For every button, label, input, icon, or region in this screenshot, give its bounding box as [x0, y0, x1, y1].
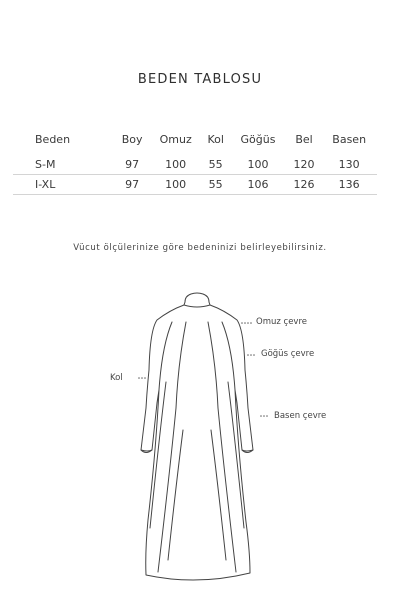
table-cell: 97: [115, 151, 149, 175]
table-cell: 130: [321, 151, 377, 175]
table-cell: 106: [229, 175, 287, 195]
dress-collar-base: [184, 305, 210, 307]
page-title: BEDEN TABLOSU: [137, 72, 263, 87]
table-cell: 100: [149, 151, 202, 175]
right-sleeve-seam: [222, 322, 235, 390]
dress-outline: [141, 302, 253, 580]
table-header-row: [13, 127, 377, 151]
header-basen: Basen: [332, 132, 367, 146]
header-kol: Kol: [207, 132, 224, 146]
table-cell: 55: [202, 175, 229, 195]
basen-cevre-label: Basen çevre: [274, 411, 327, 421]
table-cell: 136: [321, 175, 377, 195]
dress-illustration: [0, 290, 400, 600]
table-cell: S-M: [13, 151, 115, 175]
size-table: [13, 127, 377, 195]
table-cell: 120: [287, 151, 322, 175]
table-row: [13, 151, 377, 175]
header-omuz: Omuz: [159, 132, 192, 146]
center-right-godet: [211, 430, 226, 560]
header-gogus: Göğüs: [240, 132, 276, 146]
table-cell: 55: [202, 151, 229, 175]
gogus-cevre-label: Göğüs çevre: [261, 349, 315, 359]
table-row: [13, 175, 377, 195]
left-sleeve-seam: [159, 322, 172, 390]
table-cell: I-XL: [13, 175, 115, 195]
table-cell: 100: [149, 175, 202, 195]
header-boy: Boy: [121, 132, 143, 146]
header-bel: Bel: [295, 132, 313, 146]
table-cell: 97: [115, 175, 149, 195]
header-beden: Beden: [35, 132, 71, 146]
kol-label: Kol: [110, 373, 123, 383]
table-cell: 126: [287, 175, 322, 195]
dress-collar: [185, 293, 209, 302]
omuz-cevre-label: Omuz çevre: [256, 317, 307, 327]
table-cell: 100: [229, 151, 287, 175]
center-left-godet: [168, 430, 183, 560]
size-guide-note: Vücut ölçülerinize göre bedeninizi belirleyebilirsiniz.: [73, 243, 327, 253]
